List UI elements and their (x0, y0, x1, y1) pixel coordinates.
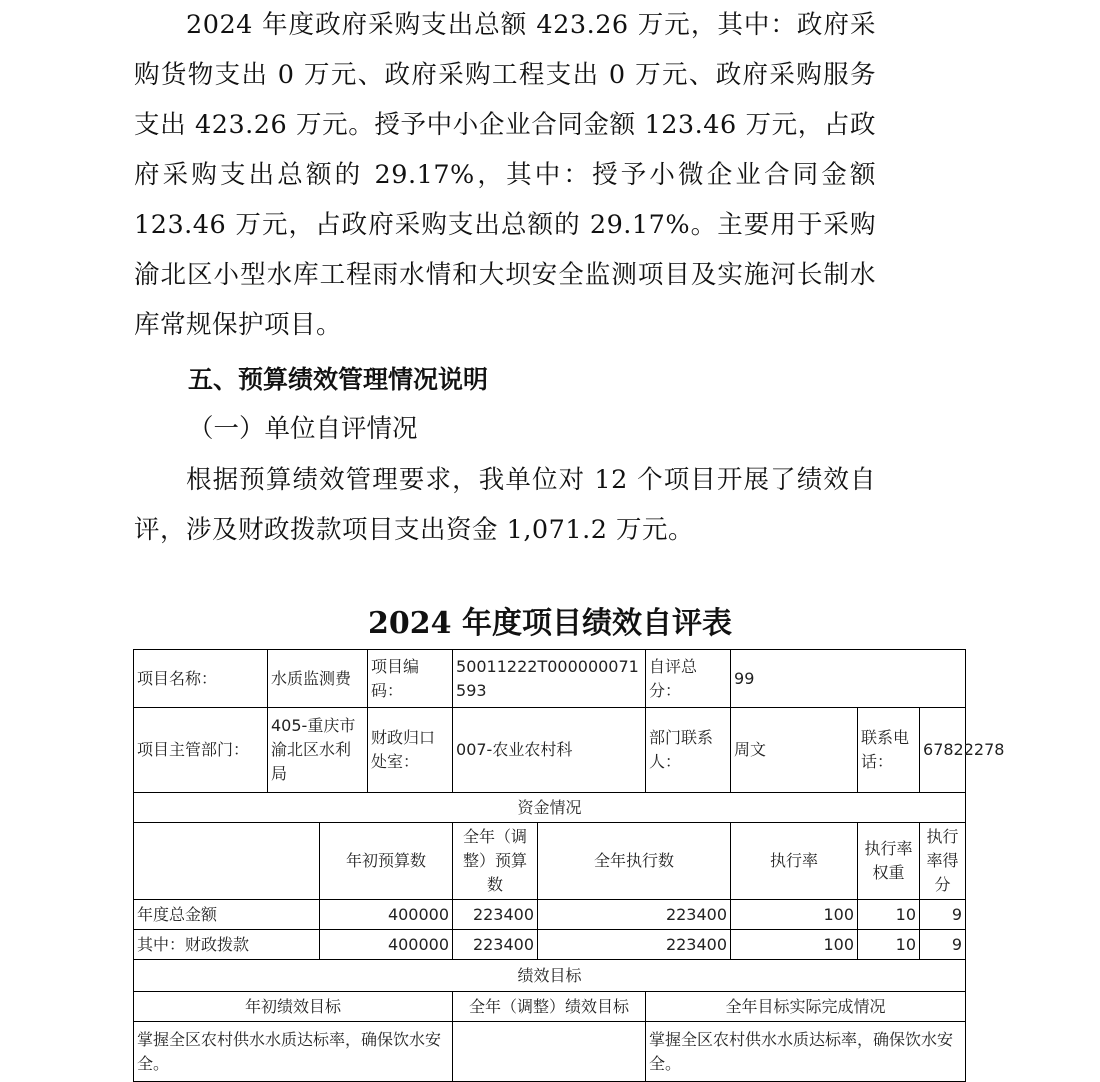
adjusted-budget: 223400 (453, 930, 538, 960)
table-row (134, 1022, 966, 1082)
contact: 周文 (731, 708, 858, 793)
col-adjusted-budget: 全年（调整）预算数 (453, 823, 538, 900)
performance-table (133, 649, 1005, 1082)
self-score: 99 (731, 650, 966, 708)
table-row (134, 992, 966, 1022)
exec-rate: 100 (731, 930, 858, 960)
phone: 67822278 (920, 708, 966, 793)
project-code-label: 项目编码： (368, 650, 453, 708)
dept: 405-重庆市渝北区水利局 (268, 708, 368, 793)
table-row (134, 823, 966, 900)
adjusted-budget: 223400 (453, 900, 538, 930)
col-rate-weight: 执行率权重 (858, 823, 920, 900)
row-label: 其中：财政拨款 (134, 930, 320, 960)
dept-label: 项目主管部门： (134, 708, 268, 793)
project-name-label: 项目名称： (134, 650, 268, 708)
table-row (134, 900, 966, 930)
phone-label: 联系电话： (858, 708, 920, 793)
col-exec-rate: 执行率 (731, 823, 858, 900)
goals-header: 绩效目标 (134, 960, 966, 992)
table-row (134, 930, 966, 960)
section-heading-budget-performance: 五、预算绩效管理情况说明 (188, 365, 489, 394)
subsection-heading-self-evaluation: （一）单位自评情况 (188, 414, 418, 444)
rate-weight: 10 (858, 900, 920, 930)
rate-score: 9 (920, 900, 966, 930)
col-initial-goal: 年初绩效目标 (134, 992, 453, 1022)
row-label: 年度总金额 (134, 900, 320, 930)
table-row (134, 650, 966, 708)
actual-goal: 掌握全区农村供水水质达标率，确保饮水安全。 (646, 1022, 966, 1082)
self-score-label: 自评总分： (646, 650, 731, 708)
rate-score: 9 (920, 930, 966, 960)
table-row (134, 960, 966, 992)
initial-budget: 400000 (320, 900, 453, 930)
project-name: 水质监测费 (268, 650, 368, 708)
initial-goal: 掌握全区农村供水水质达标率，确保饮水安全。 (134, 1022, 453, 1082)
executed: 223400 (538, 930, 731, 960)
blank-cell (134, 823, 320, 900)
table-title: 2024 年度项目绩效自评表 (368, 606, 732, 641)
table-row (134, 793, 966, 823)
col-rate-score: 执行率得分 (920, 823, 966, 900)
rate-weight: 10 (858, 930, 920, 960)
finance-office: 007-农业农村科 (453, 708, 646, 793)
table-row (134, 708, 966, 793)
col-adjusted-goal: 全年（调整）绩效目标 (453, 992, 646, 1022)
executed: 223400 (538, 900, 731, 930)
col-executed: 全年执行数 (538, 823, 731, 900)
col-actual-goal: 全年目标实际完成情况 (646, 992, 966, 1022)
procurement-paragraph: 2024 年度政府采购支出总额 423.26 万元，其中：政府采购货物支出 0 万元、政府采购工程支出 0 万元、政府采购服务支出 423.26 万元。授予中小企业合同金额 123.46 万元，占政府采购支出总额的 29.17%，其中：授予小微企业合同金额 123.46 万元，占政府采购支出总额的 29.17%。主要用于采购渝北区小型水库工程雨水情和大坝安全监测项目及实施河长制水库常规保护项目。 (134, 10, 876, 340)
col-initial-budget: 年初预算数 (320, 823, 453, 900)
project-code: 50011222T000000071593 (453, 650, 646, 708)
exec-rate: 100 (731, 900, 858, 930)
adjusted-goal (453, 1022, 646, 1082)
contact-label: 部门联系人： (646, 708, 731, 793)
self-evaluation-paragraph: 根据预算绩效管理要求，我单位对 12 个项目开展了绩效自评，涉及财政拨款项目支出资金 1,071.2 万元。 (134, 465, 876, 545)
funds-header: 资金情况 (134, 793, 966, 823)
initial-budget: 400000 (320, 930, 453, 960)
finance-office-label: 财政归口处室： (368, 708, 453, 793)
